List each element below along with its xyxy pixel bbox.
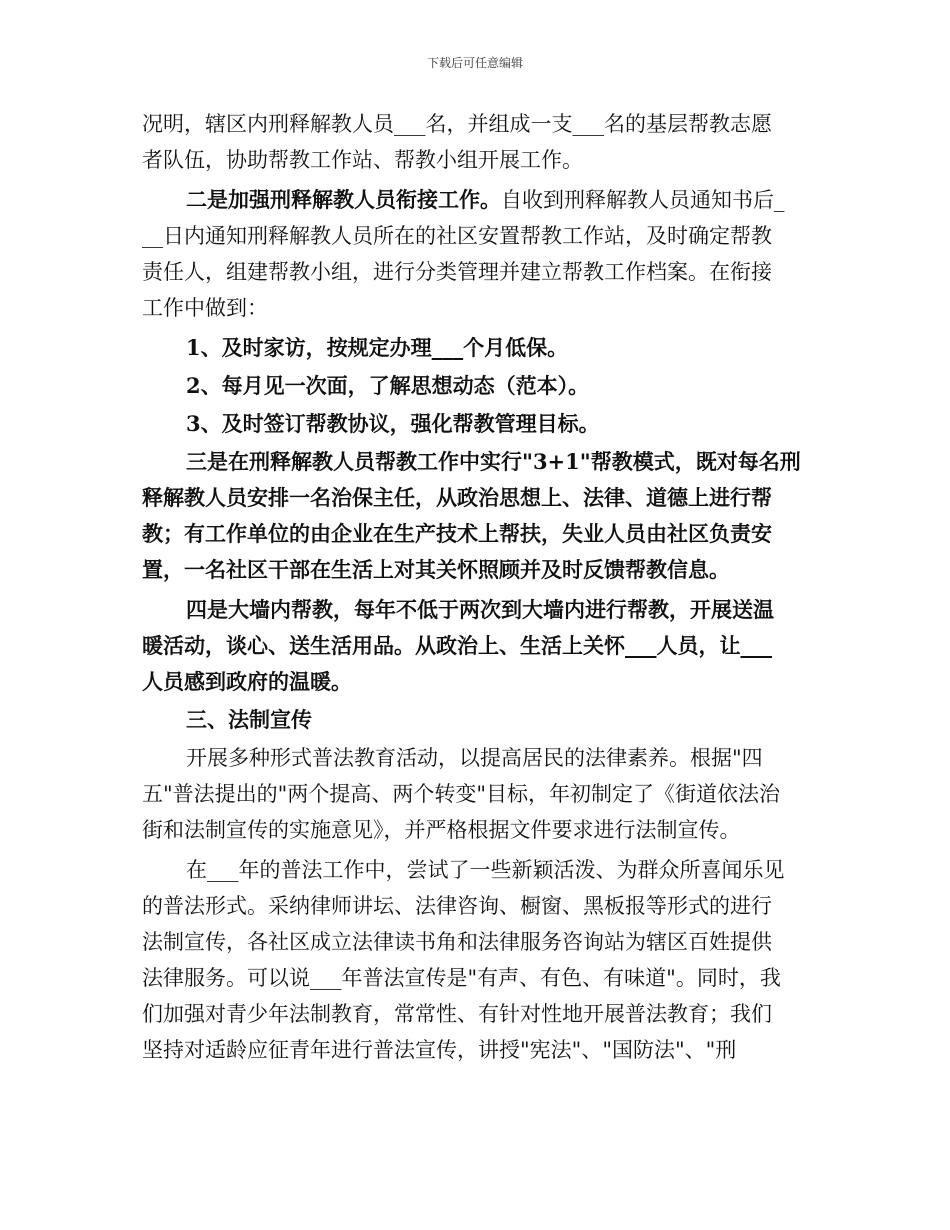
text-line	[142, 740, 856, 776]
body-text: 开展多种形式普法教育活动，以提高居民的法律素养。根据"四	[186, 746, 763, 770]
text-line	[142, 516, 812, 552]
bold-text: 三是在刑释解教人员帮教工作中实行"3+1"帮教模式，既对每名刑	[186, 449, 801, 474]
text-line	[142, 254, 812, 290]
text-line	[142, 628, 812, 664]
text-line	[142, 702, 856, 738]
bold-text: 三、法制宣传	[186, 707, 312, 732]
body-text: 们加强对青少年法制教育，常常性、有针对性地开展普法教育；我们	[142, 1002, 772, 1026]
body-text: 者队伍，协助帮教工作站、帮教小组开展工作。	[142, 148, 583, 172]
bold-text: 人员感到政府的温暖。	[142, 669, 352, 694]
text-line	[142, 290, 812, 326]
body-text: 自收到刑释解教人员通知书后_	[501, 188, 785, 212]
body-text: 工作中做到：	[142, 296, 268, 320]
text-line	[142, 852, 856, 888]
text-line	[142, 996, 812, 1032]
text-line	[142, 664, 812, 700]
text-line	[142, 888, 812, 924]
body-text: 街和法制宣传的实施意见》，并严格根据文件要求进行法制宣传。	[142, 818, 741, 842]
body-text: 责任人，组建帮教小组，进行分类管理并建立帮教工作档案。在衔接	[142, 260, 772, 284]
text-line	[142, 330, 856, 366]
bold-text: 教；有工作单位的由企业在生产技术上帮扶，失业人员由社区负责安	[142, 521, 772, 546]
body-text: __日内通知刑释解教人员所在的社区安置帮教工作站，及时确定帮教	[142, 224, 772, 248]
bold-text: 2、每月见一次面，了解思想动态（范本）。	[186, 373, 590, 398]
bold-text: 释解教人员安排一名治保主任，从政治思想上、法律、道德上进行帮	[142, 485, 772, 510]
text-line	[142, 592, 856, 628]
text-line	[142, 552, 812, 588]
bold-text: 二是加强刑释解教人员衔接工作。	[186, 187, 501, 212]
text-line	[142, 1032, 812, 1068]
text-line	[142, 218, 812, 254]
bold-text: 四是大墙内帮教，每年不低于两次到大墙内进行帮教，开展送温	[186, 597, 774, 622]
text-line	[142, 444, 856, 480]
body-text: 法律服务。可以说___年普法宣传是"有声、有色、有味道"。同时，我	[142, 966, 781, 990]
body-text: 在___年的普法工作中，尝试了一些新颖活泼、为群众所喜闻乐见	[186, 858, 785, 882]
body-text: 坚持对适龄应征青年进行普法宣传，讲授"宪法"、"国防法"、"刑	[142, 1038, 737, 1062]
body-text: 况明，辖区内刑释解教人员___名，并组成一支___名的基层帮教志愿	[142, 112, 772, 136]
text-line	[142, 106, 812, 142]
text-line	[142, 368, 856, 404]
text-line	[142, 406, 856, 442]
bold-text: 3、及时签订帮教协议，强化帮教管理目标。	[186, 411, 600, 436]
text-line	[142, 182, 856, 218]
body-text: 法制宣传，各社区成立法律读书角和法律服务咨询站为辖区百姓提供	[142, 930, 772, 954]
text-line	[142, 480, 812, 516]
text-line	[142, 776, 812, 812]
body-text: 五"普法提出的"两个提高、两个转变"目标，年初制定了《街道依法治	[142, 782, 780, 806]
page-header: 下载后可任意编辑	[426, 56, 523, 70]
body-text: 的普法形式。采纳律师讲坛、法律咨询、橱窗、黑板报等形式的进行	[142, 894, 772, 918]
text-line	[142, 960, 812, 996]
text-line	[142, 142, 812, 178]
text-line	[142, 924, 812, 960]
bold-text: 暖活动，谈心、送生活用品。从政治上、生活上关怀___人员，让___	[142, 633, 772, 658]
bold-text: 1、及时家访，按规定办理___个月低保。	[186, 335, 569, 360]
text-line	[142, 812, 812, 848]
bold-text: 置，一名社区干部在生活上对其关怀照顾并及时反馈帮教信息。	[142, 557, 730, 582]
